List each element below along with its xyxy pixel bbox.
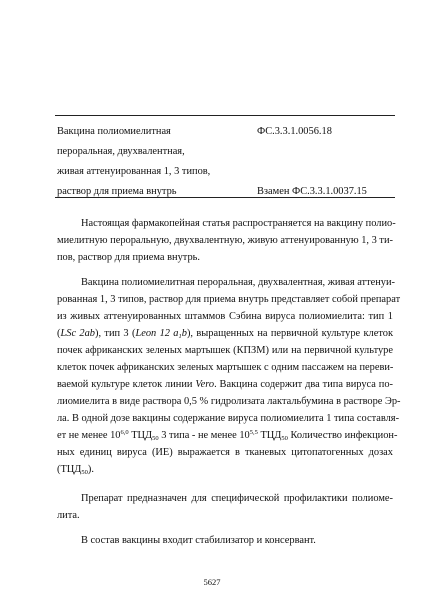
strain-type-3: Leon 12 $a_1b$ xyxy=(135,328,187,340)
text-line: Вакцина полиомиелитная пероральная, двухвалентная, живая аттенуи- xyxy=(81,277,396,288)
text-line: рованная 1, 3 типов, раствор для приема внутрь представляет собой препарат xyxy=(57,294,401,305)
text-line-vero: ваемой культуре клеток линии Vero. Вакцина содержит два типа вируса по- xyxy=(57,379,393,390)
text-line: ных единиц вируса (ИЕ) выражается в тканевых цитопатогенных дозах xyxy=(57,447,393,458)
page-number: 5627 xyxy=(203,577,221,587)
paragraph-description xyxy=(57,274,401,478)
text-line-units: $(ТЦД_{50})$. xyxy=(57,464,94,476)
header-row-2 xyxy=(57,142,397,162)
document-header xyxy=(57,122,397,202)
strain-type-1: LSc 2ab xyxy=(60,328,95,339)
text-line-strains: (LSc 2ab), тип 3 (Leon 12 $a_1b$), выращенных на первичной культуре клеток xyxy=(57,328,393,340)
paragraph-purpose xyxy=(57,490,393,524)
text-line: почек африканских зеленых мартышек (КПЗМ) или на первичной культуре xyxy=(57,345,393,356)
header-top-rule xyxy=(55,115,395,116)
paragraph-composition xyxy=(57,532,393,549)
vero-cell-line: Vero xyxy=(195,379,215,390)
header-row-3 xyxy=(57,162,397,182)
document-body xyxy=(57,215,401,549)
text-line: В состав вакцины входит стабилизатор и консервант. xyxy=(81,535,316,546)
text-line: лита. xyxy=(57,510,80,521)
text-line: лиомиелита в виде раствора 0,5 % гидролизата лактальбумина в растворе Эр- xyxy=(57,396,401,407)
text-line: из живых аттенуированных штаммов Сэбина вируса полиомиелита: тип 1 xyxy=(57,311,393,322)
text-line: Препарат предназначен для специфической профилактики полиоме- xyxy=(81,493,393,504)
header-title-line-3: живая аттенуированная 1, 3 типов, xyxy=(57,166,211,177)
header-row-4 xyxy=(57,182,397,202)
text-line: клеток почек африканских зеленых мартышек с одним пассажем на переви- xyxy=(57,362,394,373)
monograph-code: ФС.3.3.1.0056.18 xyxy=(257,126,332,137)
header-title-line-2: пероральная, двухвалентная, xyxy=(57,146,185,157)
text-line-dosage: ет не менее 10$^{6,0}$ $ТЦД_{50}$ 3 типа - не менее 10$^{5,5}$ $ТЦД_{50}$ Количество инфекцион- xyxy=(57,429,398,442)
paragraph-scope xyxy=(57,215,396,266)
replaces-code: Взамен ФС.3.3.1.0037.15 xyxy=(257,186,367,197)
header-bottom-rule xyxy=(55,197,395,198)
header-title-line-1: Вакцина полиомиелитная xyxy=(57,126,171,137)
text-line: миелитную пероральную, двухвалентную, живую аттенуированную 1, 3 ти- xyxy=(57,235,393,246)
text-line: пов, раствор для приема внутрь. xyxy=(57,252,200,263)
text-line: Настоящая фармакопейная статья распространяется на вакцину полио- xyxy=(81,218,396,229)
header-row-1 xyxy=(57,122,397,142)
header-title-line-4: раствор для приема внутрь xyxy=(57,186,177,197)
text-line: ла. В одной дозе вакцины содержание вируса полиомиелита 1 типа составля- xyxy=(57,413,400,424)
